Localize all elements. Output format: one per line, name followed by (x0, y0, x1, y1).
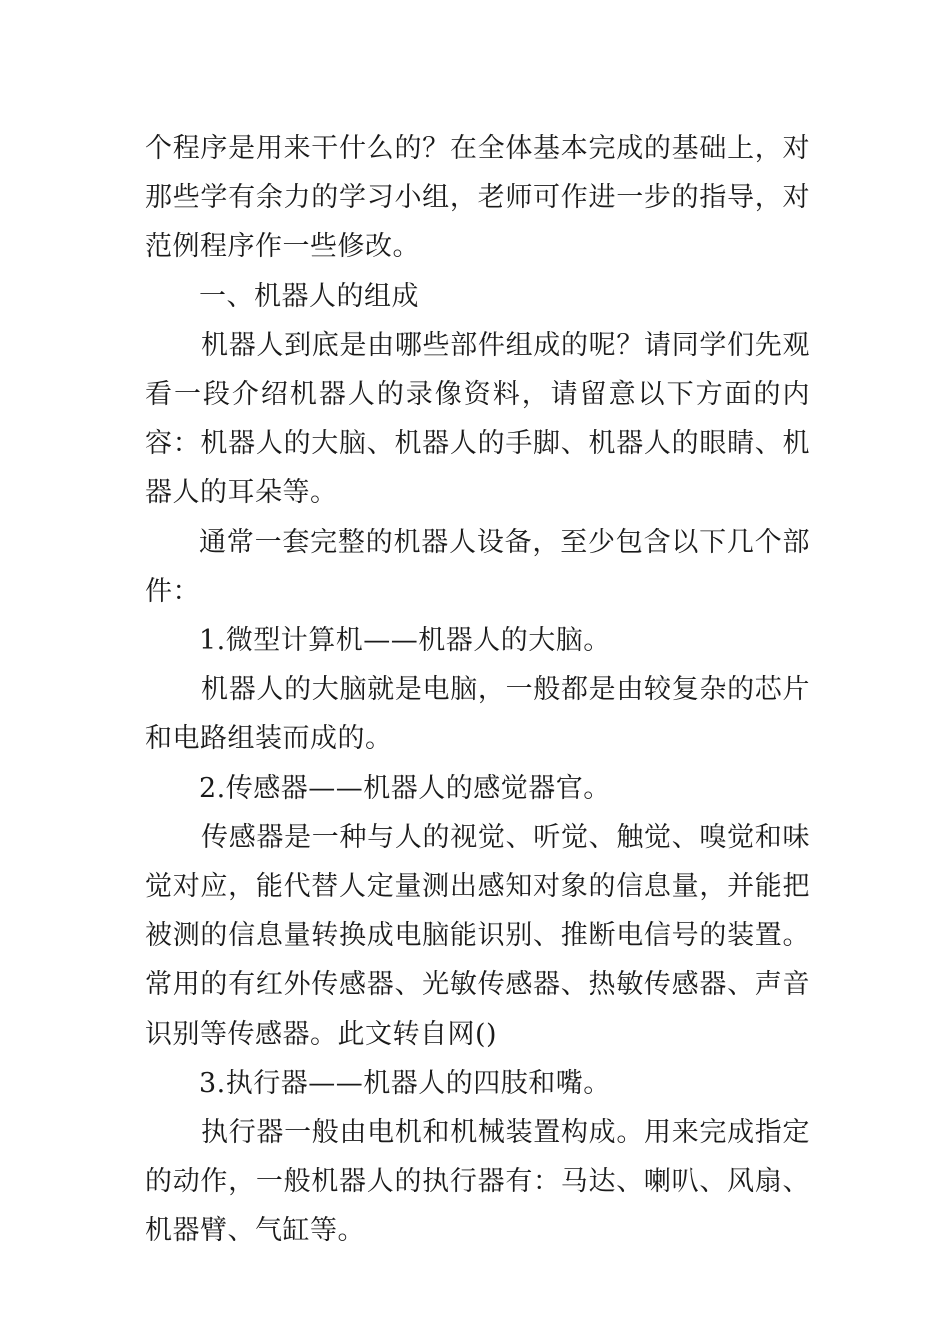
paragraph: 执行器一般由电机和机械装置构成。用来完成指定的动作，一般机器人的执行器有：马达、喇叭、风扇、机器臂、气缸等。 (145, 1117, 810, 1247)
paragraph: 机器人到底是由哪些部件组成的呢？请同学们先观看一段介绍机器人的录像资料，请留意以下方面的内容：机器人的大脑、机器人的手脚、机器人的眼睛、机器人的耳朵等。 (145, 329, 810, 509)
document-body (145, 124, 810, 1256)
paragraph: 通常一套完整的机器人设备，至少包含以下几个部件： (145, 526, 810, 607)
list-item-heading: 1.微型计算机——机器人的大脑。 (199, 625, 611, 657)
paragraph: 机器人的大脑就是电脑，一般都是由较复杂的芯片和电路组装而成的。 (145, 674, 810, 755)
list-item-heading: 2.传感器——机器人的感觉器官。 (199, 772, 611, 804)
list-item-heading: 3.执行器——机器人的四肢和嘴。 (199, 1067, 611, 1099)
paragraph: 传感器是一种与人的视觉、听觉、触觉、嗅觉和味觉对应，能代替人定量测出感知对象的信息量，并能把被测的信息量转换成电脑能识别、推断电信号的装置。常用的有红外传感器、光敏传感器、热敏传感器、声音识别等传感器。此文转自网() (145, 821, 810, 1050)
section-heading: 一、机器人的组成 (199, 280, 419, 312)
paragraph-continuation: 个程序是用来干什么的？在全体基本完成的基础上，对那些学有余力的学习小组，老师可作进一步的指导，对范例程序作一些修改。 (145, 133, 810, 263)
